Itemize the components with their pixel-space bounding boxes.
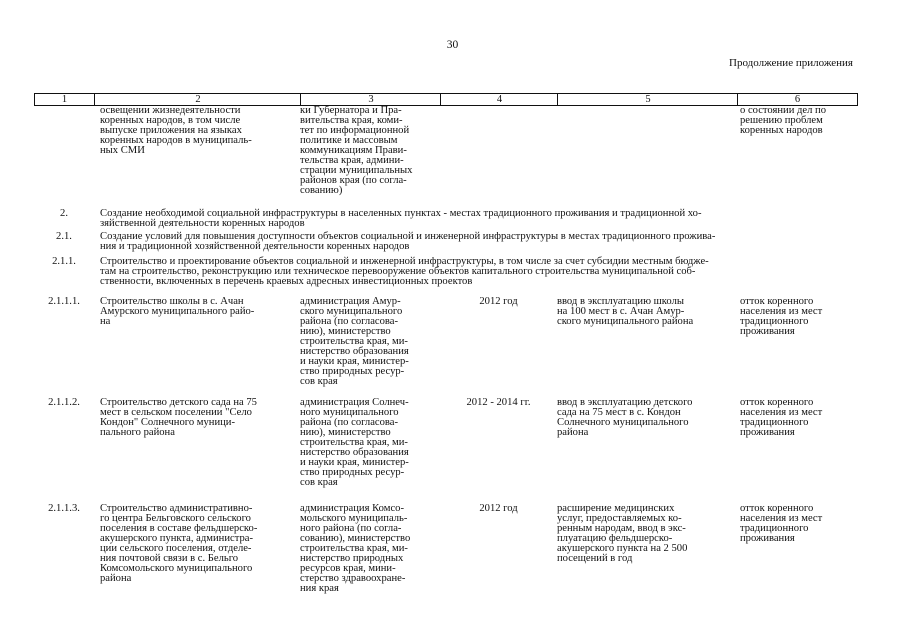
row-name: Строительство административно- го центра Бельговского сельского поселения в составе фельдшерско- акушерского пункта, администра- ции сельского поселения, отделе- ния почтовой связи в с. Бельго Комсомольского муниципального района — [100, 503, 258, 584]
header-cell: 1 — [61, 94, 68, 105]
row-result: расширение медицинских услуг, предоставляемых ко- ренным народам, ввод в экс- плуатацию фельдшерско- акушерского пункта на 2 500 посещений в год — [557, 503, 688, 564]
section-number: 2.1. — [56, 231, 72, 242]
row-effect: отток коренного населения из мест традиционного проживания — [740, 296, 823, 337]
row-name: Строительство школы в с. Ачан Амурского муниципального райо- на — [100, 296, 255, 327]
row-term: 2012 - 2014 гг. — [466, 397, 531, 408]
row-effect: отток коренного населения из мест традиционного проживания — [740, 503, 823, 544]
carry-over-name: освещении жизнедеятельности коренных народов, в том числе выпуске приложения на языках коренных народов в муниципаль- ных СМИ — [100, 105, 252, 156]
header-cell: 4 — [440, 94, 558, 105]
continuation-label: Продолжение приложения — [729, 57, 853, 69]
section-title: Строительство и проектирование объектов социальной и инженерной инфраструктуры, в том числе за счет субсидии местным бюдже- там на строительство, реконструкцию или техническое перевооружение объектов капитального строительства муниципальной соб- ственности, включенных в перечень краевых адресных инвестиционных проектов — [100, 256, 709, 287]
row-executor: администрация Солнеч- ного муниципального района (по согласова- нию), министерство строительства края, ми- нистерство образования и науки края, министер- ство природных ресур- сов края — [300, 397, 409, 488]
row-result: ввод в эксплуатацию детского сада на 75 мест в с. Кондон Солнечного муниципального района — [557, 397, 693, 438]
section-title: Создание условий для повышения доступности объектов социальной и инженерной инфраструктуры в местах традиционного прожива- ния и традиционной хозяйственной деятельности коренных народов — [100, 231, 716, 252]
row-effect: отток коренного населения из мест традиционного проживания — [740, 397, 823, 438]
row-number: 2.1.1.3. — [48, 503, 80, 514]
header-cell: 6 — [737, 94, 857, 105]
page-number: 30 — [446, 39, 459, 51]
row-executor: администрация Амур- ского муниципального района (по согласова- нию), министерство строительства края, ми- нистерство образования и науки края, министер- ство природных ресур- сов края — [300, 296, 409, 387]
row-number: 2.1.1.1. — [48, 296, 80, 307]
section-title: Создание необходимой социальной инфраструктуры в населенных пунктах - местах традиционного проживания и традиционной хо- зяйственной деятельности коренных народов — [100, 208, 702, 229]
carry-over-executor: ки Губернатора и Пра- вительства края, коми- тет по информационной политике и массовым коммуникациям Прави- тельства края, админи- страции муниципальных районов края (по согла- сованию) — [300, 105, 413, 196]
row-term: 2012 год — [479, 296, 518, 307]
row-executor: администрация Комсо- мольского муниципаль- ного района (по согла- сованию), министерство строительства края, ми- нистерство природных ресурсов края, мини- стерство здравоохране- ния края — [300, 503, 411, 594]
header-cell: 2 — [94, 94, 301, 105]
row-name: Строительство детского сада на 75 мест в сельском поселении "Село Кондон" Солнечного муници- пального района — [100, 397, 257, 438]
section-number: 2. — [60, 208, 68, 219]
row-result: ввод в эксплуатацию школы на 100 мест в с. Ачан Амур- ского муниципального района — [557, 296, 694, 327]
header-cell: 3 — [300, 94, 441, 105]
carry-over-effect: о состоянии дел по решению проблем коренных народов — [740, 105, 827, 136]
section-number: 2.1.1. — [52, 256, 76, 267]
row-term: 2012 год — [479, 503, 518, 514]
header-cell: 5 — [557, 94, 738, 105]
row-number: 2.1.1.2. — [48, 397, 80, 408]
